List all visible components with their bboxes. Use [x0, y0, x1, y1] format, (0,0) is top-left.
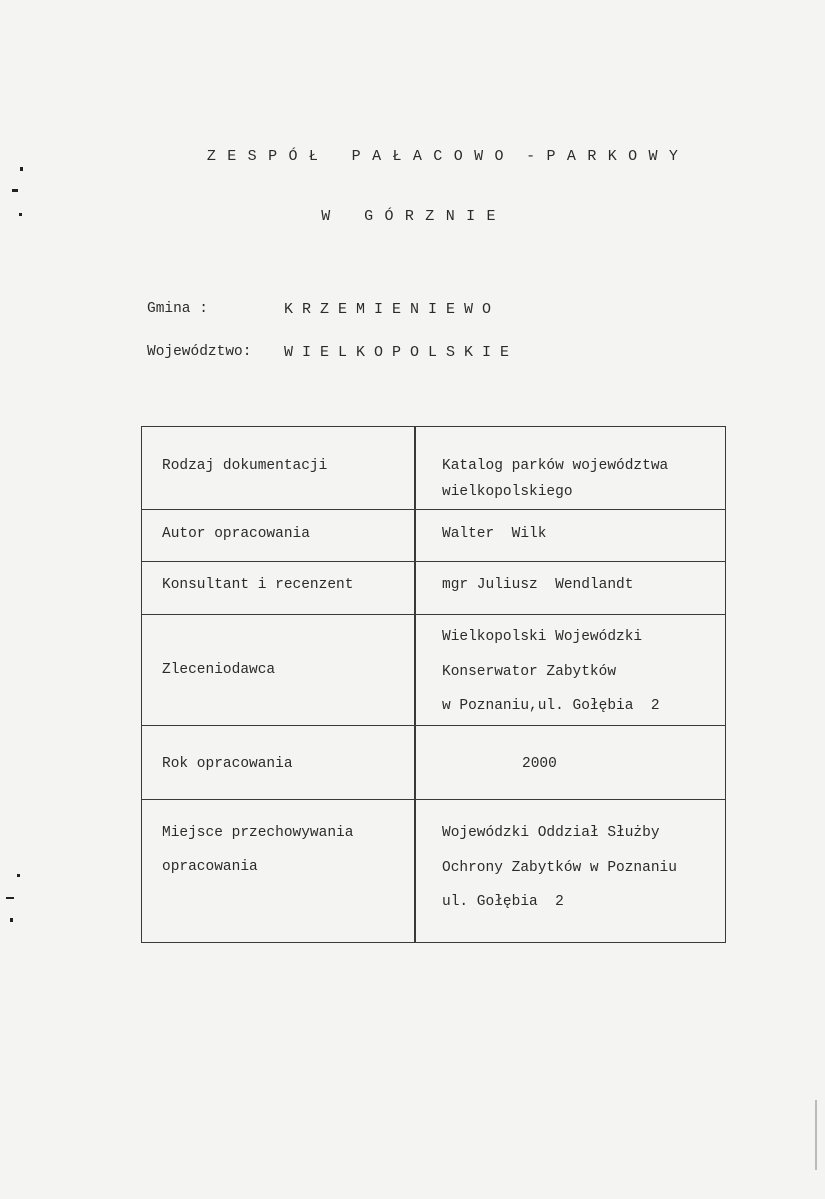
- document-title: Z E S P Ó Ł P A Ł A C O W O - P A R K O W Y: [206, 148, 679, 165]
- table-row-value: ul. Gołębia 2: [442, 894, 564, 910]
- gmina-label: Gmina :: [147, 301, 208, 317]
- scan-mark: [12, 189, 18, 192]
- table-row-value: Wojewódzki Oddział Służby: [442, 825, 660, 841]
- scan-mark: [10, 918, 13, 922]
- table-row-label: Konsultant i recenzent: [162, 577, 354, 593]
- table-row-label: Autor opracowania: [162, 526, 310, 542]
- wojewodztwo-value: W I E L K O P O L S K I E: [284, 344, 510, 361]
- scan-mark: [20, 167, 23, 171]
- table-row-divider: [142, 799, 725, 800]
- scan-mark: [815, 1100, 817, 1170]
- table-row-value: Ochrony Zabytków w Poznaniu: [442, 860, 677, 876]
- document-subtitle: W G Ó R Z N I E: [321, 208, 496, 225]
- table-row-value: Walter Wilk: [442, 526, 547, 542]
- table-row-value: Wielkopolski Wojewódzki: [442, 629, 643, 645]
- table-row-divider: [142, 725, 725, 726]
- table-row-value: 2000: [522, 756, 557, 772]
- scan-mark: [19, 213, 22, 216]
- table-row-label: opracowania: [162, 859, 258, 875]
- table-row-divider: [142, 614, 725, 615]
- table-column-divider: [414, 427, 416, 942]
- table-row-value: w Poznaniu,ul. Gołębia 2: [442, 698, 660, 714]
- table-row-value: wielkopolskiego: [442, 484, 573, 500]
- table-row-divider: [142, 509, 725, 510]
- wojewodztwo-label: Województwo:: [147, 344, 252, 360]
- table-row-value: Katalog parków województwa: [442, 458, 669, 474]
- table-row-value: Konserwator Zabytków: [442, 664, 617, 680]
- scan-mark: [6, 897, 14, 899]
- table-row-label: Miejsce przechowywania: [162, 825, 354, 841]
- gmina-value: K R Z E M I E N I E W O: [284, 301, 492, 318]
- table-row-divider: [142, 561, 725, 562]
- scan-mark: [17, 874, 20, 877]
- table-row-label: Rodzaj dokumentacji: [162, 458, 328, 474]
- table-row-value: mgr Juliusz Wendlandt: [442, 577, 634, 593]
- table-row-label: Rok opracowania: [162, 756, 293, 772]
- documentation-table: [141, 426, 726, 943]
- table-row-label: Zleceniodawca: [162, 662, 276, 678]
